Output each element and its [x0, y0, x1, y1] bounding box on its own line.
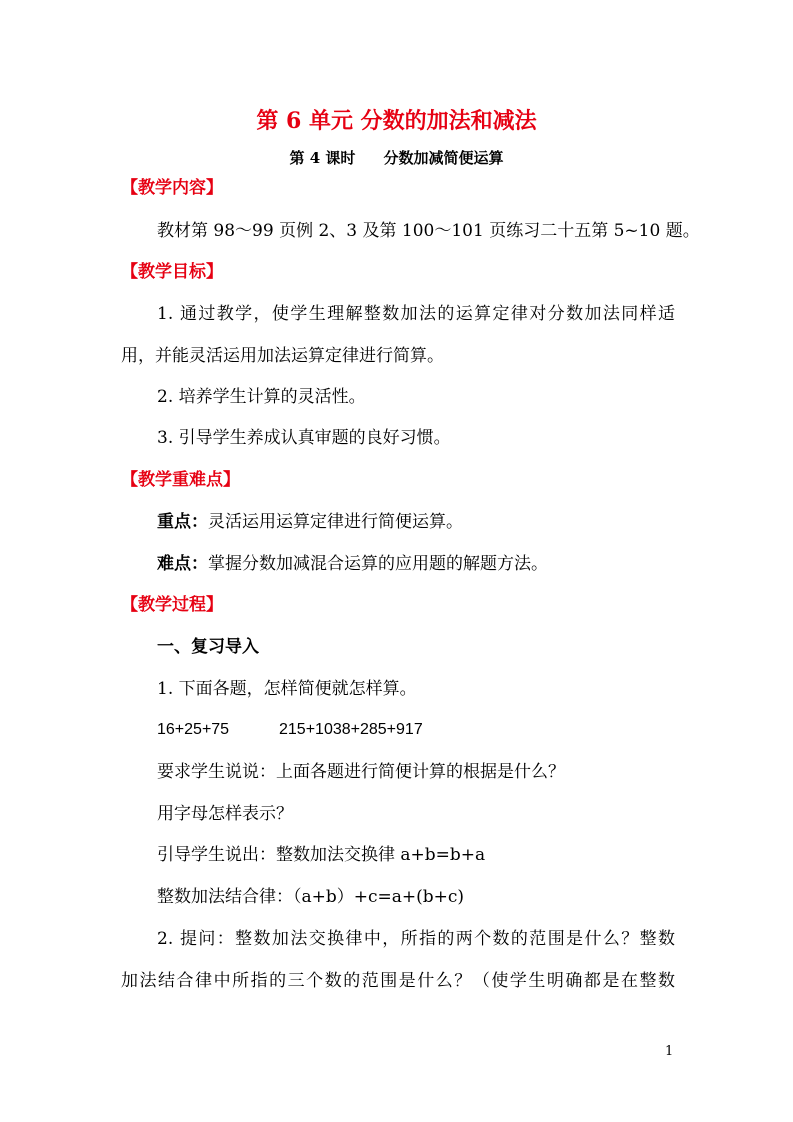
goal-1-line-2: 用，并能灵活运用加法运算定律进行简算。 — [121, 346, 444, 366]
key-label: 重点： — [157, 512, 208, 532]
page-title: 第 6 单元 分数的加法和减法 — [256, 108, 537, 134]
key-text: 灵活运用运算定律进行简便运算。 — [208, 512, 463, 532]
content-heading: 【教学内容】 — [121, 178, 223, 198]
content-text: 教材第 98～99 页例 2、3 及第 100～101 页练习二十五第 5~10 题。 — [157, 221, 700, 241]
associative-law: 整数加法结合律：（a+b）+c=a+(b+c) — [157, 887, 465, 907]
lesson-topic: 分数加减简便运算 — [383, 149, 504, 167]
review-heading: 一、复习导入 — [157, 637, 259, 657]
difficulty-point — [157, 556, 548, 573]
question-2-line-1: 2. 提问：整数加法交换律中，所指的两个数的范围是什么？整数 — [157, 929, 675, 949]
page-number: 1 — [665, 1044, 674, 1059]
key-points-heading: 【教学重难点】 — [121, 470, 240, 490]
review-item-1: 1. 下面各题，怎样简便就怎样算。 — [157, 679, 417, 699]
commutative-law: 引导学生说出：整数加法交换律 a+b=b+a — [157, 845, 486, 865]
difficulty-label: 难点： — [157, 554, 208, 574]
question-basis: 要求学生说说：上面各题进行简便计算的根据是什么？ — [157, 762, 565, 782]
goal-1-line-1: 1. 通过教学，使学生理解整数加法的运算定律对分数加法同样适 — [157, 304, 675, 324]
question-letters: 用字母怎样表示？ — [157, 804, 293, 824]
lesson-number: 第 4 课时 — [289, 149, 356, 167]
question-2-line-2: 加法结合律中所指的三个数的范围是什么？（使学生明确都是在整数 — [121, 971, 675, 991]
goals-heading: 【教学目标】 — [121, 262, 223, 282]
expression-b: 215+1038+285+917 — [279, 721, 423, 738]
expression-a: 16+25+75 — [157, 721, 230, 738]
process-heading: 【教学过程】 — [121, 595, 223, 615]
lesson-subtitle — [0, 147, 793, 168]
key-point — [157, 514, 463, 531]
difficulty-text: 掌握分数加减混合运算的应用题的解题方法。 — [208, 554, 548, 574]
goal-3: 3. 引导学生养成认真审题的良好习惯。 — [157, 428, 451, 448]
goal-2: 2. 培养学生计算的灵活性。 — [157, 387, 366, 407]
